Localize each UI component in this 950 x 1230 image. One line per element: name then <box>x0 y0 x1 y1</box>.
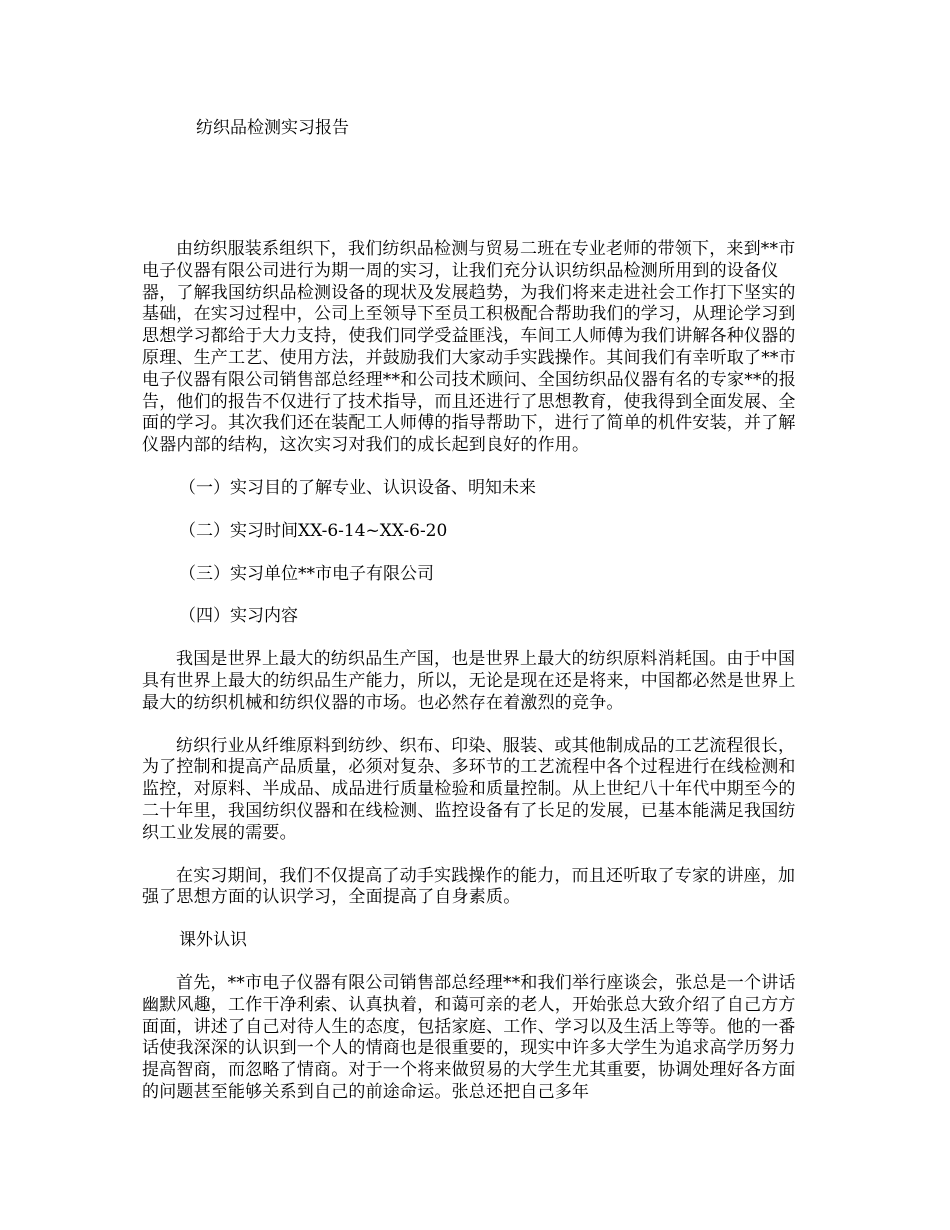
paragraph-industry: 我国是世界上最大的纺织品生产国，也是世界上最大的纺织原料消耗国。由于中国具有世界上最大的纺织品生产能力，所以，无论是现在还是将来，中国都必然是世界上最大的纺织机械和纺织仪器的市场。也必然存在着激烈的竞争。 <box>142 649 796 713</box>
section-heading-time: （二）实习时间XX-6-14~XX-6-20 <box>179 520 448 541</box>
section-heading-purpose: （一）实习目的了解专业、认识设备、明知未来 <box>179 477 536 498</box>
document-body <box>142 239 812 1104</box>
paragraph-process: 纺织行业从纤维原料到纺纱、织布、印染、服装、或其他制成品的工艺流程很长，为了控制和提高产品质量，必须对复杂、多环节的工艺流程中各个过程进行在线检测和监控，对原料、半成品、成品进行质量检验和质量控制。从上世纪八十年代中期至今的二十年里，我国纺织仪器和在线检测、监控设备有了长足的发展，已基本能满足我国纺织工业发展的需要。 <box>142 735 796 843</box>
paragraph-meeting: 首先，**市电子仪器有限公司销售部总经理**和我们举行座谈会，张总是一个讲话幽默风趣，工作干净利索、认真执着，和蔼可亲的老人，开始张总大致介绍了自己方方面面，讲述了自己对待人生的态度，包括家庭、工作、学习以及生活上等等。他的一番话使我深深的认识到一个人的情商也是很重要的，现实中许多大学生为追求高学历努力提高智商，而忽略了情商。对于一个将来做贸易的大学生尤其重要，协调处理好各方面的问题甚至能够关系到自己的前途命运。张总还把自己多年 <box>142 972 796 1102</box>
section-heading-unit: （三）实习单位**市电子有限公司 <box>179 563 434 584</box>
paragraph-intro: 由纺织服装系组织下，我们纺织品检测与贸易二班在专业老师的带领下，来到**市电子仪器有限公司进行为期一周的实习，让我们充分认识纺织品检测所用到的设备仪器，了解我国纺织品检测设备的现状及发展趋势，为我们将来走进社会工作打下坚实的基础，在实习过程中，公司上至领导下至员工积极配合帮助我们的学习，从理论学习到思想学习都给于大力支持，使我们同学受益匪浅，车间工人师傅为我们讲解各种仪器的原理、生产工艺、使用方法，并鼓励我们大家动手实践操作。其间我们有幸听取了**市电子仪器有限公司销售部总经理**和公司技术顾问、全国纺织品仪器有名的专家**的报告，他们的报告不仅进行了技术指导，而且还进行了思想教育，使我得到全面发展、全面的学习。其次我们还在装配工人师傅的指导帮助下，进行了简单的机件安装，并了解仪器内部的结构，这次实习对我们的成长起到良好的作用。 <box>142 239 796 456</box>
document-title: 纺织品检测实习报告 <box>196 118 349 138</box>
section-heading-content: （四）实习内容 <box>179 606 298 627</box>
section-heading-extracurricular: 课外认识 <box>179 930 247 951</box>
paragraph-internship: 在实习期间，我们不仅提高了动手实践操作的能力，而且还听取了专家的讲座，加强了思想方面的认识学习，全面提高了自身素质。 <box>142 865 796 908</box>
